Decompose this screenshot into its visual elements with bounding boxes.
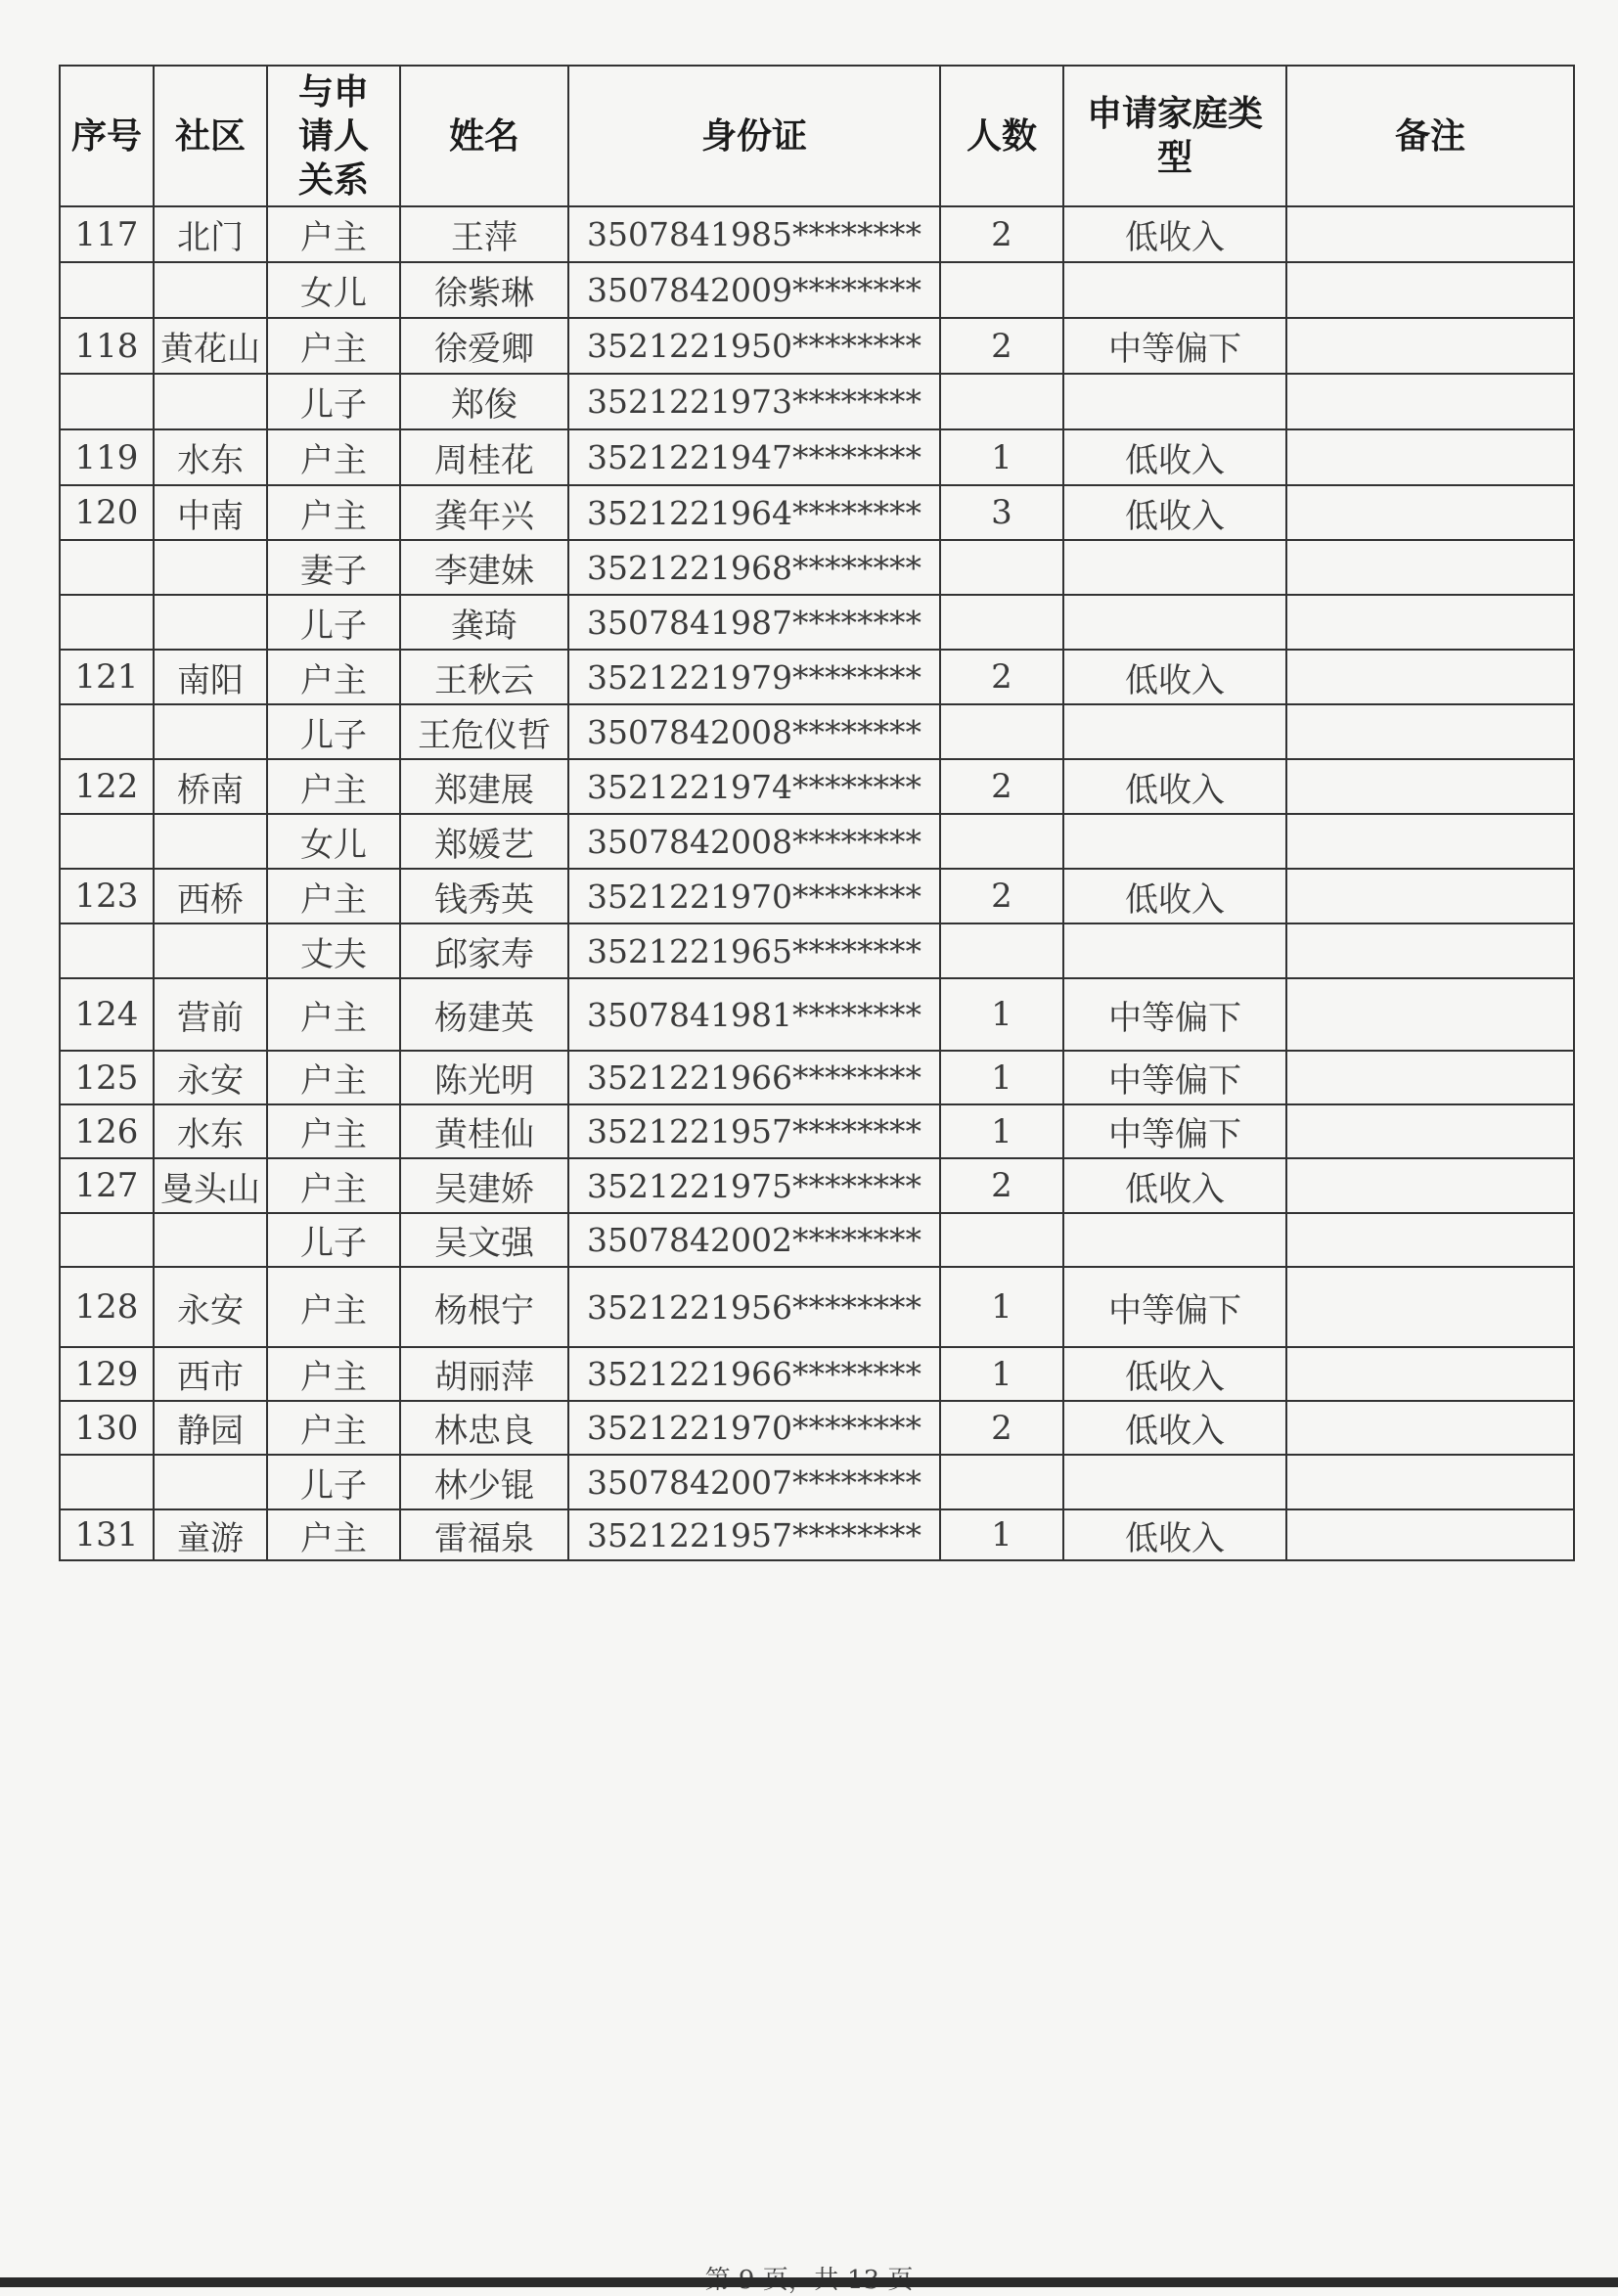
cell-name: 林忠良 bbox=[400, 1401, 568, 1455]
cell-type: 低收入 bbox=[1063, 206, 1286, 262]
cell-seq: 122 bbox=[60, 759, 154, 814]
header-community: 社区 bbox=[154, 66, 267, 206]
cell-relation: 户主 bbox=[267, 1158, 400, 1213]
table-row bbox=[60, 1455, 1574, 1509]
cell-relation: 户主 bbox=[267, 650, 400, 704]
cell-seq: 126 bbox=[60, 1104, 154, 1158]
header-remark: 备注 bbox=[1286, 66, 1574, 206]
cell-id: 3521221957******** bbox=[568, 1509, 940, 1560]
cell-count: 1 bbox=[940, 1267, 1063, 1347]
cell-count bbox=[940, 704, 1063, 759]
cell-name: 吴文强 bbox=[400, 1213, 568, 1267]
cell-type: 中等偏下 bbox=[1063, 1267, 1286, 1347]
cell-count: 2 bbox=[940, 650, 1063, 704]
cell-count: 2 bbox=[940, 206, 1063, 262]
cell-remark bbox=[1286, 1051, 1574, 1104]
cell-remark bbox=[1286, 318, 1574, 374]
cell-name: 郑建展 bbox=[400, 759, 568, 814]
cell-remark bbox=[1286, 374, 1574, 429]
cell-seq: 127 bbox=[60, 1158, 154, 1213]
cell-community: 水东 bbox=[154, 1104, 267, 1158]
cell-relation: 儿子 bbox=[267, 595, 400, 650]
cell-community: 童游 bbox=[154, 1509, 267, 1560]
cell-community bbox=[154, 923, 267, 978]
cell-count: 2 bbox=[940, 1158, 1063, 1213]
table-row bbox=[60, 595, 1574, 650]
cell-community bbox=[154, 1455, 267, 1509]
cell-count: 2 bbox=[940, 318, 1063, 374]
cell-remark bbox=[1286, 429, 1574, 485]
cell-name: 吴建娇 bbox=[400, 1158, 568, 1213]
cell-name: 胡丽萍 bbox=[400, 1347, 568, 1401]
cell-name: 杨建英 bbox=[400, 978, 568, 1051]
table-row bbox=[60, 485, 1574, 540]
cell-seq bbox=[60, 540, 154, 595]
cell-remark bbox=[1286, 485, 1574, 540]
cell-remark bbox=[1286, 1401, 1574, 1455]
cell-name: 林少锟 bbox=[400, 1455, 568, 1509]
cell-community bbox=[154, 814, 267, 869]
cell-community bbox=[154, 262, 267, 318]
cell-count bbox=[940, 262, 1063, 318]
header-row bbox=[60, 66, 1574, 206]
cell-id: 3521221966******** bbox=[568, 1051, 940, 1104]
cell-name: 杨根宁 bbox=[400, 1267, 568, 1347]
table-row bbox=[60, 262, 1574, 318]
table-row bbox=[60, 1509, 1574, 1560]
cell-relation: 妻子 bbox=[267, 540, 400, 595]
table-row bbox=[60, 978, 1574, 1051]
cell-remark bbox=[1286, 595, 1574, 650]
cell-count: 2 bbox=[940, 1401, 1063, 1455]
header-count: 人数 bbox=[940, 66, 1063, 206]
cell-community: 营前 bbox=[154, 978, 267, 1051]
cell-relation: 户主 bbox=[267, 429, 400, 485]
cell-count: 1 bbox=[940, 1347, 1063, 1401]
cell-seq bbox=[60, 1213, 154, 1267]
table-row bbox=[60, 1104, 1574, 1158]
cell-type: 低收入 bbox=[1063, 759, 1286, 814]
cell-remark bbox=[1286, 1213, 1574, 1267]
header-seq: 序号 bbox=[60, 66, 154, 206]
cell-id: 3521221950******** bbox=[568, 318, 940, 374]
cell-type: 低收入 bbox=[1063, 650, 1286, 704]
cell-type bbox=[1063, 704, 1286, 759]
cell-id: 3521221975******** bbox=[568, 1158, 940, 1213]
cell-id: 3521221956******** bbox=[568, 1267, 940, 1347]
cell-relation: 户主 bbox=[267, 1509, 400, 1560]
cell-relation: 户主 bbox=[267, 869, 400, 923]
cell-remark bbox=[1286, 923, 1574, 978]
cell-name: 黄桂仙 bbox=[400, 1104, 568, 1158]
cell-seq bbox=[60, 374, 154, 429]
cell-remark bbox=[1286, 1158, 1574, 1213]
cell-seq bbox=[60, 1455, 154, 1509]
cell-remark bbox=[1286, 869, 1574, 923]
cell-count bbox=[940, 595, 1063, 650]
cell-type: 低收入 bbox=[1063, 1509, 1286, 1560]
cell-type: 中等偏下 bbox=[1063, 318, 1286, 374]
cell-count: 3 bbox=[940, 485, 1063, 540]
cell-type: 低收入 bbox=[1063, 485, 1286, 540]
cell-relation: 户主 bbox=[267, 1267, 400, 1347]
cell-type: 低收入 bbox=[1063, 429, 1286, 485]
cell-name: 龚年兴 bbox=[400, 485, 568, 540]
cell-count: 2 bbox=[940, 759, 1063, 814]
table-row bbox=[60, 650, 1574, 704]
cell-id: 3521221966******** bbox=[568, 1347, 940, 1401]
cell-relation: 女儿 bbox=[267, 814, 400, 869]
cell-type: 中等偏下 bbox=[1063, 978, 1286, 1051]
cell-seq: 128 bbox=[60, 1267, 154, 1347]
cell-count bbox=[940, 923, 1063, 978]
cell-seq: 125 bbox=[60, 1051, 154, 1104]
cell-id: 3507842008******** bbox=[568, 704, 940, 759]
cell-type: 低收入 bbox=[1063, 1347, 1286, 1401]
cell-name: 徐紫琳 bbox=[400, 262, 568, 318]
cell-id: 3521221970******** bbox=[568, 869, 940, 923]
cell-count: 1 bbox=[940, 1051, 1063, 1104]
cell-relation: 儿子 bbox=[267, 1213, 400, 1267]
cell-seq bbox=[60, 262, 154, 318]
cell-seq bbox=[60, 704, 154, 759]
cell-name: 郑媛艺 bbox=[400, 814, 568, 869]
cell-id: 3521221964******** bbox=[568, 485, 940, 540]
cell-count bbox=[940, 374, 1063, 429]
header-type: 申请家庭类型 bbox=[1063, 66, 1286, 206]
table-row bbox=[60, 206, 1574, 262]
cell-id: 3507842002******** bbox=[568, 1213, 940, 1267]
cell-relation: 户主 bbox=[267, 485, 400, 540]
cell-remark bbox=[1286, 704, 1574, 759]
cell-count bbox=[940, 814, 1063, 869]
cell-community bbox=[154, 374, 267, 429]
cell-community: 水东 bbox=[154, 429, 267, 485]
table-body bbox=[60, 206, 1574, 1560]
cell-seq: 123 bbox=[60, 869, 154, 923]
cell-count bbox=[940, 1213, 1063, 1267]
cell-remark bbox=[1286, 814, 1574, 869]
cell-relation: 女儿 bbox=[267, 262, 400, 318]
cell-relation: 户主 bbox=[267, 1347, 400, 1401]
cell-community: 曼头山 bbox=[154, 1158, 267, 1213]
cell-community: 桥南 bbox=[154, 759, 267, 814]
cell-name: 邱家寿 bbox=[400, 923, 568, 978]
cell-type: 低收入 bbox=[1063, 1158, 1286, 1213]
cell-relation: 儿子 bbox=[267, 704, 400, 759]
cell-name: 王秋云 bbox=[400, 650, 568, 704]
cell-type: 低收入 bbox=[1063, 869, 1286, 923]
cell-type bbox=[1063, 1213, 1286, 1267]
cell-remark bbox=[1286, 262, 1574, 318]
cell-type bbox=[1063, 923, 1286, 978]
header-id: 身份证 bbox=[568, 66, 940, 206]
cell-count bbox=[940, 540, 1063, 595]
table-row bbox=[60, 540, 1574, 595]
table-row bbox=[60, 1158, 1574, 1213]
cell-seq: 121 bbox=[60, 650, 154, 704]
cell-count: 2 bbox=[940, 869, 1063, 923]
cell-name: 陈光明 bbox=[400, 1051, 568, 1104]
cell-relation: 户主 bbox=[267, 1104, 400, 1158]
cell-community: 中南 bbox=[154, 485, 267, 540]
cell-remark bbox=[1286, 206, 1574, 262]
cell-name: 龚琦 bbox=[400, 595, 568, 650]
cell-seq: 129 bbox=[60, 1347, 154, 1401]
cell-community: 西市 bbox=[154, 1347, 267, 1401]
table-row bbox=[60, 318, 1574, 374]
table-row bbox=[60, 1213, 1574, 1267]
cell-id: 3507841987******** bbox=[568, 595, 940, 650]
cell-relation: 户主 bbox=[267, 318, 400, 374]
cell-id: 3521221970******** bbox=[568, 1401, 940, 1455]
table-row bbox=[60, 1347, 1574, 1401]
cell-type bbox=[1063, 814, 1286, 869]
cell-seq: 119 bbox=[60, 429, 154, 485]
cell-community bbox=[154, 540, 267, 595]
cell-relation: 户主 bbox=[267, 978, 400, 1051]
table-row bbox=[60, 1267, 1574, 1347]
table-row bbox=[60, 759, 1574, 814]
cell-name: 徐爱卿 bbox=[400, 318, 568, 374]
cell-type bbox=[1063, 540, 1286, 595]
cell-seq: 118 bbox=[60, 318, 154, 374]
cell-id: 3521221957******** bbox=[568, 1104, 940, 1158]
cell-seq bbox=[60, 923, 154, 978]
cell-seq: 117 bbox=[60, 206, 154, 262]
cell-remark bbox=[1286, 978, 1574, 1051]
cell-relation: 户主 bbox=[267, 1051, 400, 1104]
table-row bbox=[60, 923, 1574, 978]
table-row bbox=[60, 1401, 1574, 1455]
cell-community: 永安 bbox=[154, 1267, 267, 1347]
cell-type bbox=[1063, 262, 1286, 318]
cell-community: 静园 bbox=[154, 1401, 267, 1455]
cell-name: 周桂花 bbox=[400, 429, 568, 485]
cell-id: 3507841981******** bbox=[568, 978, 940, 1051]
cell-relation: 儿子 bbox=[267, 374, 400, 429]
cell-remark bbox=[1286, 650, 1574, 704]
cell-name: 钱秀英 bbox=[400, 869, 568, 923]
cell-id: 3507842008******** bbox=[568, 814, 940, 869]
cell-id: 3521221965******** bbox=[568, 923, 940, 978]
cell-remark bbox=[1286, 759, 1574, 814]
cell-community: 黄花山 bbox=[154, 318, 267, 374]
cell-id: 3521221947******** bbox=[568, 429, 940, 485]
cell-type: 低收入 bbox=[1063, 1401, 1286, 1455]
cell-name: 雷福泉 bbox=[400, 1509, 568, 1560]
cell-seq bbox=[60, 595, 154, 650]
cell-id: 3507842009******** bbox=[568, 262, 940, 318]
cell-id: 3521221979******** bbox=[568, 650, 940, 704]
cell-id: 3521221974******** bbox=[568, 759, 940, 814]
cell-id: 3507842007******** bbox=[568, 1455, 940, 1509]
cell-name: 郑俊 bbox=[400, 374, 568, 429]
scan-edge bbox=[0, 2277, 1618, 2287]
cell-remark bbox=[1286, 540, 1574, 595]
cell-remark bbox=[1286, 1267, 1574, 1347]
cell-community bbox=[154, 1213, 267, 1267]
table-row bbox=[60, 374, 1574, 429]
cell-remark bbox=[1286, 1104, 1574, 1158]
cell-relation: 户主 bbox=[267, 206, 400, 262]
table-row bbox=[60, 814, 1574, 869]
cell-type bbox=[1063, 1455, 1286, 1509]
table-row bbox=[60, 429, 1574, 485]
cell-seq: 120 bbox=[60, 485, 154, 540]
cell-count: 1 bbox=[940, 1509, 1063, 1560]
cell-remark bbox=[1286, 1347, 1574, 1401]
cell-count bbox=[940, 1455, 1063, 1509]
cell-count: 1 bbox=[940, 429, 1063, 485]
cell-seq bbox=[60, 814, 154, 869]
cell-relation: 儿子 bbox=[267, 1455, 400, 1509]
cell-relation: 户主 bbox=[267, 1401, 400, 1455]
cell-seq: 131 bbox=[60, 1509, 154, 1560]
cell-id: 3521221968******** bbox=[568, 540, 940, 595]
cell-id: 3507841985******** bbox=[568, 206, 940, 262]
table-row bbox=[60, 1051, 1574, 1104]
table-row bbox=[60, 869, 1574, 923]
header-name: 姓名 bbox=[400, 66, 568, 206]
cell-remark bbox=[1286, 1509, 1574, 1560]
cell-community: 南阳 bbox=[154, 650, 267, 704]
cell-id: 3521221973******** bbox=[568, 374, 940, 429]
cell-community bbox=[154, 704, 267, 759]
cell-community: 西桥 bbox=[154, 869, 267, 923]
cell-remark bbox=[1286, 1455, 1574, 1509]
cell-relation: 户主 bbox=[267, 759, 400, 814]
cell-count: 1 bbox=[940, 1104, 1063, 1158]
cell-name: 王危仪哲 bbox=[400, 704, 568, 759]
cell-type: 中等偏下 bbox=[1063, 1104, 1286, 1158]
header-relation: 与申请人关系 bbox=[267, 66, 400, 206]
cell-type bbox=[1063, 595, 1286, 650]
cell-type: 中等偏下 bbox=[1063, 1051, 1286, 1104]
cell-community: 永安 bbox=[154, 1051, 267, 1104]
cell-name: 王萍 bbox=[400, 206, 568, 262]
applicant-table bbox=[59, 65, 1575, 1561]
table-row bbox=[60, 704, 1574, 759]
cell-relation: 丈夫 bbox=[267, 923, 400, 978]
cell-count: 1 bbox=[940, 978, 1063, 1051]
cell-community: 北门 bbox=[154, 206, 267, 262]
cell-community bbox=[154, 595, 267, 650]
cell-type bbox=[1063, 374, 1286, 429]
cell-seq: 130 bbox=[60, 1401, 154, 1455]
cell-name: 李建妹 bbox=[400, 540, 568, 595]
cell-seq: 124 bbox=[60, 978, 154, 1051]
